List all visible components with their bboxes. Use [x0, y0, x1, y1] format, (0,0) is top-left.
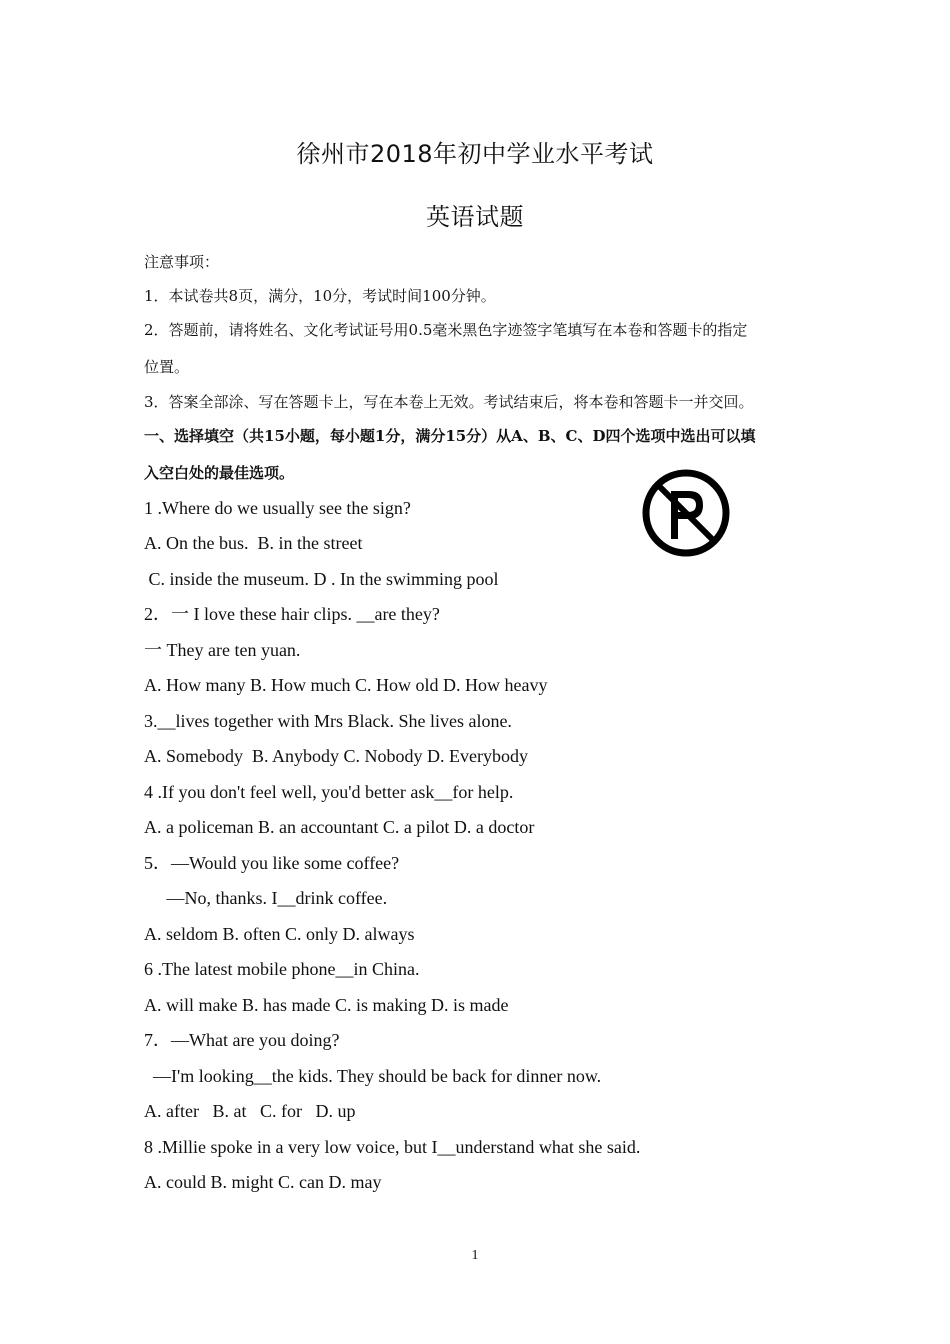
question-6: 6 .The latest mobile phone__in China. — [144, 959, 420, 979]
question-7: 7．—What are you doing? — [144, 1030, 340, 1050]
question-8: 8 .Millie spoke in a very low voice, but I__understand what she said. — [144, 1137, 641, 1157]
exam-subtitle: 英语试题 — [426, 203, 524, 231]
note-item-1: 1．本试卷共8页，满分，10分，考试时间100分钟。 — [144, 287, 496, 305]
section-heading-line2: 入空白处的最佳选项。 — [144, 464, 295, 482]
page-number: 1 — [471, 1248, 479, 1263]
question-7-reply: —I'm looking__the kids. They should be back for dinner now. — [144, 1066, 602, 1086]
question-2-options: A. How many B. How much C. How old D. How heavy — [144, 675, 548, 695]
question-5: 5．—Would you like some coffee? — [144, 853, 400, 873]
question-8-options: A. could B. might C. can D. may — [144, 1172, 382, 1192]
note-item-2-cont: 位置。 — [144, 358, 190, 376]
section-heading-line1: 一、选择填空（共15小题，每小题1分，满分15分）从A、B、C、D四个选项中选出可以填 — [144, 427, 756, 445]
exam-title: 徐州市2018年初中学业水平考试 — [296, 140, 654, 168]
question-5-reply: —No, thanks. I__drink coffee. — [144, 888, 388, 908]
question-1-options-a-b: A. On the bus. B. in the street — [144, 533, 363, 553]
question-4-options: A. a policeman B. an accountant C. a pilot D. a doctor — [144, 817, 535, 837]
question-3: 3.__lives together with Mrs Black. She lives alone. — [144, 711, 512, 731]
question-7-options: A. after B. at C. for D. up — [144, 1101, 356, 1121]
question-3-options: A. Somebody B. Anybody C. Nobody D. Everybody — [144, 746, 528, 766]
question-5-options: A. seldom B. often C. only D. always — [144, 924, 415, 944]
question-4: 4 .If you don't feel well, you'd better ask__for help. — [144, 782, 514, 802]
question-2-reply: 一 They are ten yuan. — [144, 640, 301, 660]
question-1-options-c-d: C. inside the museum. D . In the swimming pool — [144, 569, 499, 589]
question-2: 2．一 I love these hair clips. __are they? — [144, 604, 440, 624]
note-item-3: 3．答案全部涂、写在答题卡上，写在本卷上无效。考试结束后，将本卷和答题卡一并交回。 — [144, 393, 754, 411]
no-parking-icon — [640, 467, 732, 559]
notes-heading: 注意事项： — [144, 253, 220, 271]
question-6-options: A. will make B. has made C. is making D. is made — [144, 995, 509, 1015]
question-1: 1 .Where do we usually see the sign? — [144, 498, 411, 518]
note-item-2: 2．答题前，请将姓名、文化考试证号用0.5毫米黑色字迹签字笔填写在本卷和答题卡的指定 — [144, 321, 748, 339]
